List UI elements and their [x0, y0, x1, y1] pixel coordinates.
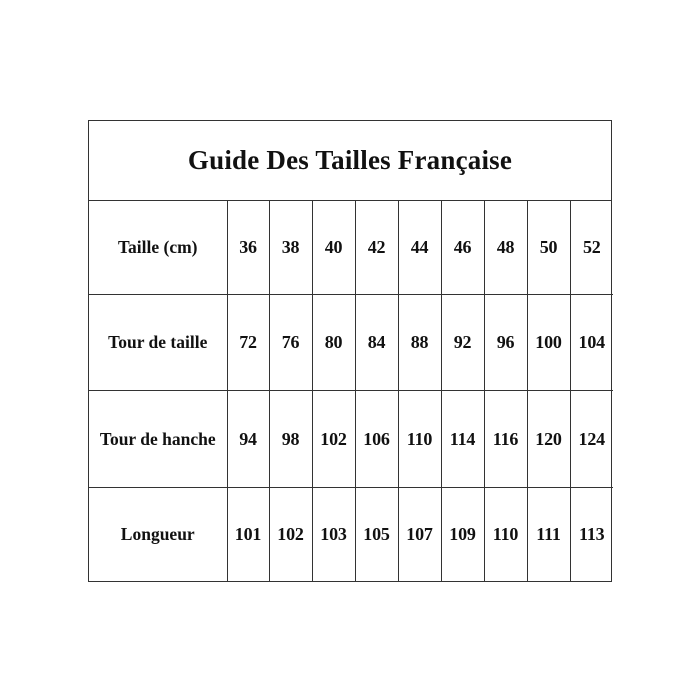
- table-cell: 107: [398, 487, 441, 581]
- size-table: [89, 201, 613, 581]
- table-cell: 92: [441, 295, 484, 391]
- table-cell: 80: [312, 295, 355, 391]
- table-cell: 101: [227, 487, 269, 581]
- table-cell: 111: [527, 487, 570, 581]
- table-cell: 109: [441, 487, 484, 581]
- table-row: [89, 391, 613, 487]
- table-cell: 38: [269, 201, 312, 295]
- table-cell: 44: [398, 201, 441, 295]
- table-cell: 102: [269, 487, 312, 581]
- table-cell: 84: [355, 295, 398, 391]
- table-row: [89, 295, 613, 391]
- table-cell: 114: [441, 391, 484, 487]
- table-cell: 106: [355, 391, 398, 487]
- row-label: Tour de hanche: [89, 391, 227, 487]
- table-cell: 46: [441, 201, 484, 295]
- table-cell: 110: [398, 391, 441, 487]
- table-cell: 120: [527, 391, 570, 487]
- table-cell: 116: [484, 391, 527, 487]
- table-cell: 124: [570, 391, 613, 487]
- table-cell: 72: [227, 295, 269, 391]
- table-cell: 50: [527, 201, 570, 295]
- table-cell: 104: [570, 295, 613, 391]
- table-cell: 105: [355, 487, 398, 581]
- chart-title: Guide Des Tailles Française: [89, 121, 611, 201]
- row-label: Tour de taille: [89, 295, 227, 391]
- table-cell: 48: [484, 201, 527, 295]
- table-cell: 98: [269, 391, 312, 487]
- table-cell: 94: [227, 391, 269, 487]
- table-cell: 36: [227, 201, 269, 295]
- table-row: [89, 487, 613, 581]
- table-cell: 52: [570, 201, 613, 295]
- table-cell: 88: [398, 295, 441, 391]
- table-cell: 102: [312, 391, 355, 487]
- table-cell: 103: [312, 487, 355, 581]
- table-cell: 40: [312, 201, 355, 295]
- table-cell: 113: [570, 487, 613, 581]
- table-cell: 110: [484, 487, 527, 581]
- size-table-body: [89, 201, 613, 581]
- table-cell: 96: [484, 295, 527, 391]
- table-row: [89, 201, 613, 295]
- table-cell: 76: [269, 295, 312, 391]
- size-chart: [88, 120, 612, 582]
- row-label: Taille (cm): [89, 201, 227, 295]
- table-cell: 42: [355, 201, 398, 295]
- row-label: Longueur: [89, 487, 227, 581]
- table-cell: 100: [527, 295, 570, 391]
